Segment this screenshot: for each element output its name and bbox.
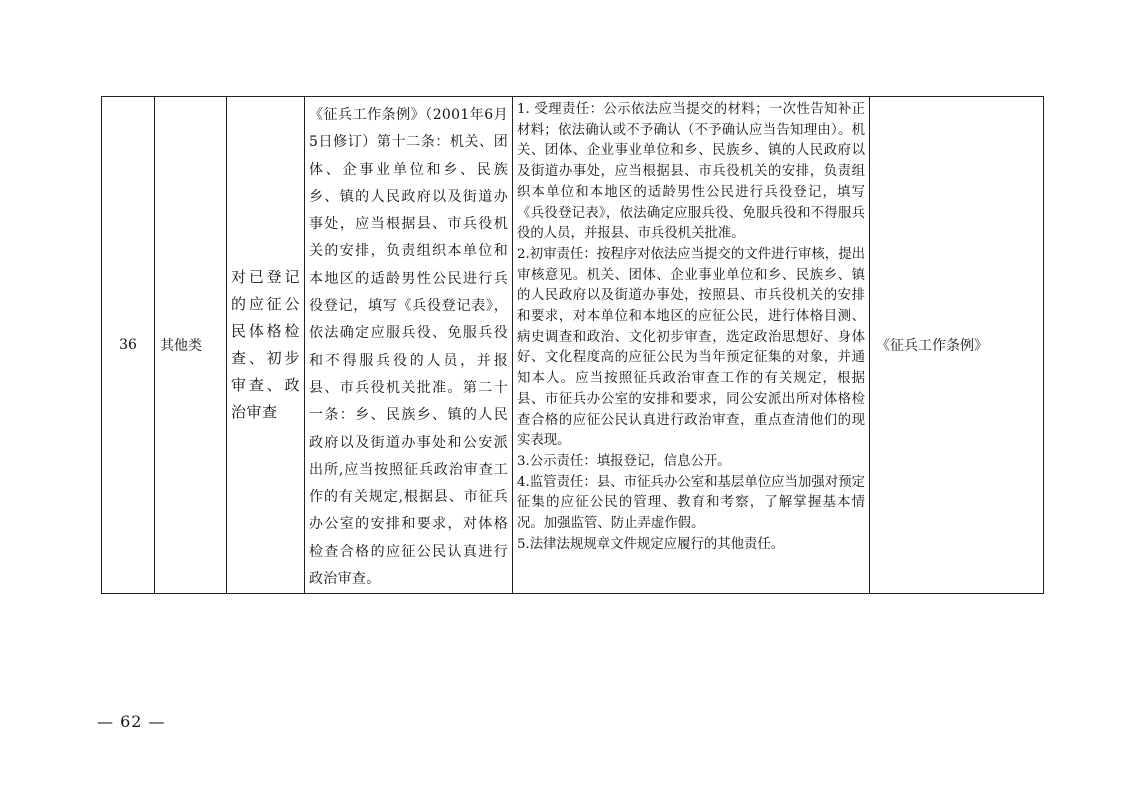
row-number: 36 [102, 97, 155, 594]
row-responsibilities [513, 97, 870, 594]
row-legal-basis: 《征兵工作条例》（2001年6月5日修订）第十二条：机关、团体、企事业单位和乡、民族乡、镇的人民政府以及街道办事处，应当根据县、市兵役机关的安排，负责组织本单位和本地区的适龄男性公民进行兵役登记，填写《兵役登记表》，依法确定应服兵役、免服兵役和不得服兵役的人员，并报县、市兵役机关批准。第二十一条：乡、民族乡、镇的人民政府以及街道办事处和公安派出所,应当按照征兵政治审查工作的有关规定,根据县、市征兵办公室的安排和要求，对体格检查合格的应征公民认真进行政治审查。 [305, 97, 513, 594]
row-law-reference: 《征兵工作条例》 [870, 97, 1044, 594]
row-category: 其他类 [155, 97, 227, 594]
duty-accept: 1. 受理责任：公示依法应当提交的材料；一次性告知补正材料；依法确认或不予确认（不予确认应当告知理由）。机关、团体、企业事业单位和乡、民族乡、镇的人民政府以及街道办事处，应当根据县、市兵役机关的安排，负责组织本单位和本地区的适龄男性公民进行兵役登记，填写《兵役登记表》，依法确定应服兵役、免服兵役和不得服兵役的人员，并报县、市兵役机关批准。 [517, 102, 865, 242]
responsibility-table [101, 96, 1044, 594]
duty-preliminary-review: 2.初审责任：按程序对依法应当提交的文件进行审核，提出审核意见。机关、团体、企业事业单位和乡、民族乡、镇的人民政府以及街道办事处，按照县、市兵役机关的安排和要求，对本单位和本地区的应征公民，进行体格目测、病史调查和政治、文化初步审查，选定政治思想好、身体好、文化程度高的应征公民为当年预定征集的对象，并通知本人。应当按照征兵政治审查工作的有关规定，根据县、市征兵办公室的安排和要求，同公安派出所对体格检查合格的应征公民认真进行政治审查，重点查清他们的现实表现。 [517, 246, 865, 449]
duty-publicity: 3.公示责任：填报登记，信息公开。 [517, 453, 731, 469]
duty-other: 5.法律法规规章文件规定应履行的其他责任。 [517, 536, 785, 552]
table-row [102, 97, 1044, 594]
row-item-name: 对已登记的应征公民体格检查、初步审查、政治审查 [227, 97, 305, 594]
duty-supervision: 4.监管责任：县、市征兵办公室和基层单位应当加强对预定征集的应征公民的管理、教育和考察，了解掌握基本情况。加强监管、防止弄虚作假。 [517, 474, 865, 532]
page-number: — 62 — [97, 712, 166, 731]
